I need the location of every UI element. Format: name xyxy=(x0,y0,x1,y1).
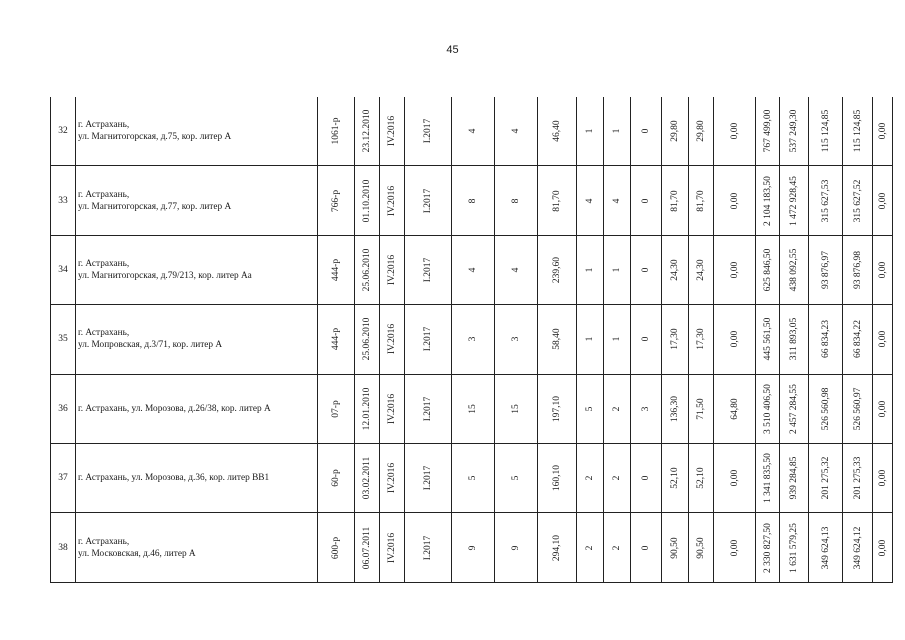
cell-value: 625 846,50 xyxy=(762,248,773,292)
data-cell xyxy=(756,443,780,512)
cell-value: 4 xyxy=(468,267,478,273)
cell-value: 939 284,85 xyxy=(789,456,799,500)
cell-value: 526 560,97 xyxy=(852,387,863,431)
cell-value: I.2017 xyxy=(423,257,433,283)
data-cell xyxy=(355,166,380,235)
data-cell xyxy=(843,305,873,374)
table-row xyxy=(51,166,893,235)
cell-value: 29,80 xyxy=(696,120,706,142)
housing-register-table xyxy=(50,97,893,583)
data-cell xyxy=(780,305,809,374)
data-cell xyxy=(780,97,809,166)
data-cell xyxy=(405,166,452,235)
data-cell xyxy=(604,374,631,443)
data-cell xyxy=(355,97,380,166)
data-cell xyxy=(538,235,577,304)
cell-value: 2 104 183,50 xyxy=(762,175,773,226)
cell-value: 8 xyxy=(511,198,521,203)
cell-value: 1 341 835,50 xyxy=(762,453,773,504)
data-cell xyxy=(756,374,780,443)
data-cell xyxy=(873,97,893,166)
data-cell xyxy=(495,513,538,582)
data-cell xyxy=(318,374,355,443)
data-cell xyxy=(714,443,756,512)
cell-value: 315 627,53 xyxy=(820,179,831,222)
row-number: 32 xyxy=(51,97,76,166)
address-line: г. Астрахань, ул. Морозова, д.26/38, кор. литер А xyxy=(78,403,271,414)
cell-value: 81,70 xyxy=(552,189,562,212)
data-cell xyxy=(714,97,756,166)
data-cell xyxy=(452,513,495,582)
data-cell xyxy=(380,166,405,235)
cell-value: 0,00 xyxy=(877,331,888,348)
cell-value: 25.06.2010 xyxy=(362,248,372,292)
cell-value: 136,30 xyxy=(670,395,680,422)
cell-value: 438 092,55 xyxy=(789,248,799,292)
cell-value: 0 xyxy=(641,336,651,342)
data-cell xyxy=(577,235,604,304)
cell-value: 0,00 xyxy=(729,122,740,140)
cell-value: 1061-р xyxy=(331,117,341,145)
data-cell xyxy=(405,513,452,582)
data-cell xyxy=(873,235,893,304)
data-cell xyxy=(843,513,873,582)
address-line: г. Астрахань, xyxy=(78,189,130,200)
data-cell xyxy=(405,443,452,512)
data-cell xyxy=(756,166,780,235)
cell-value: I.2017 xyxy=(423,188,433,213)
data-cell xyxy=(538,166,577,235)
address-cell xyxy=(76,166,318,235)
address-line: ул. Магнитогорская, д.75, кор. литер А xyxy=(78,132,232,143)
data-cell xyxy=(380,235,405,304)
data-cell xyxy=(809,305,843,374)
data-cell xyxy=(577,305,604,374)
cell-value: 1 472 928,45 xyxy=(789,175,799,226)
cell-value: 01.10.2010 xyxy=(362,179,372,222)
data-cell xyxy=(662,305,689,374)
data-cell xyxy=(405,374,452,443)
table-row xyxy=(51,374,893,443)
table-body xyxy=(51,97,893,582)
data-cell xyxy=(689,235,714,304)
data-cell xyxy=(577,374,604,443)
cell-value: 66 834,22 xyxy=(852,320,863,359)
data-cell xyxy=(689,166,714,235)
cell-value: 1 xyxy=(585,267,595,273)
cell-value: 4 xyxy=(511,267,521,273)
data-cell xyxy=(662,443,689,512)
address-line: ул. Мопровская, д.3/71, кор. литер А xyxy=(78,340,223,351)
data-cell xyxy=(631,97,662,166)
cell-value: 2 xyxy=(612,475,622,481)
cell-value: 2 xyxy=(585,545,595,550)
data-cell xyxy=(495,443,538,512)
data-cell xyxy=(780,443,809,512)
cell-value: 23.12.2010 xyxy=(362,109,372,153)
data-cell xyxy=(714,513,756,582)
data-cell xyxy=(452,97,495,166)
table-row xyxy=(51,97,893,166)
cell-value: 4 xyxy=(585,198,595,203)
data-cell xyxy=(714,235,756,304)
cell-value: 9 xyxy=(468,545,478,550)
address-cell xyxy=(76,374,318,443)
address-line: г. Астрахань, xyxy=(78,120,130,131)
data-cell xyxy=(380,97,405,166)
cell-value: 201 275,32 xyxy=(820,456,831,500)
cell-value: 115 124,85 xyxy=(852,109,863,153)
cell-value: 52,10 xyxy=(696,467,706,489)
cell-value: 349 624,13 xyxy=(820,526,831,569)
data-cell xyxy=(355,513,380,582)
data-cell xyxy=(873,166,893,235)
data-cell xyxy=(843,374,873,443)
cell-value: 93 876,98 xyxy=(852,250,863,289)
cell-value: 0,00 xyxy=(877,400,888,418)
cell-value: 349 624,12 xyxy=(852,526,863,569)
data-cell xyxy=(662,513,689,582)
cell-value: 767 499,00 xyxy=(762,109,773,153)
data-cell xyxy=(873,513,893,582)
cell-value: 9 xyxy=(511,545,521,550)
cell-value: 4 xyxy=(612,198,622,203)
data-cell xyxy=(380,443,405,512)
cell-value: 93 876,97 xyxy=(820,250,831,289)
cell-value: 0,00 xyxy=(877,192,888,209)
cell-value: 0 xyxy=(641,267,651,273)
cell-value: 0,00 xyxy=(877,539,888,556)
row-number: 34 xyxy=(51,235,76,304)
cell-value: 315 627,52 xyxy=(852,179,863,222)
data-cell xyxy=(538,305,577,374)
cell-value: I.2017 xyxy=(423,327,433,352)
cell-value: 766-р xyxy=(331,189,341,212)
cell-value: 445 561,50 xyxy=(762,317,773,361)
cell-value: 294,10 xyxy=(552,534,562,561)
address-cell xyxy=(76,235,318,304)
table-row xyxy=(51,235,893,304)
address-line: ул. Московская, д.46, литер А xyxy=(78,548,196,559)
cell-value: 2 457 284,55 xyxy=(789,383,799,434)
data-cell xyxy=(714,374,756,443)
cell-value: 0,00 xyxy=(729,192,740,209)
data-cell xyxy=(631,166,662,235)
data-cell xyxy=(495,235,538,304)
data-cell xyxy=(756,97,780,166)
cell-value: 1 xyxy=(585,128,595,134)
data-cell xyxy=(495,305,538,374)
cell-value: IV.2016 xyxy=(387,254,397,286)
data-cell xyxy=(809,166,843,235)
cell-value: 444-р xyxy=(331,328,341,351)
cell-value: 24,30 xyxy=(696,259,706,281)
cell-value: 03.02.2011 xyxy=(362,456,372,500)
data-cell xyxy=(318,443,355,512)
cell-value: 17,30 xyxy=(696,328,706,351)
cell-value: 17,30 xyxy=(670,328,680,351)
data-cell xyxy=(577,166,604,235)
cell-value: 3 xyxy=(641,406,651,412)
address-line: г. Астрахань, xyxy=(78,258,130,269)
cell-value: 58,40 xyxy=(552,328,562,351)
cell-value: I.2017 xyxy=(423,396,433,422)
cell-value: 15 xyxy=(468,404,478,414)
data-cell xyxy=(495,374,538,443)
table-row xyxy=(51,513,893,582)
cell-value: 3 510 406,50 xyxy=(762,383,773,434)
cell-value: 0 xyxy=(641,128,651,134)
row-number: 36 xyxy=(51,374,76,443)
data-cell xyxy=(318,166,355,235)
row-number: 35 xyxy=(51,305,76,374)
data-cell xyxy=(318,513,355,582)
data-cell xyxy=(452,305,495,374)
cell-value: 25.06.2010 xyxy=(362,317,372,361)
data-cell xyxy=(662,166,689,235)
data-cell xyxy=(405,235,452,304)
data-cell xyxy=(380,513,405,582)
data-cell xyxy=(843,443,873,512)
row-number: 38 xyxy=(51,513,76,582)
data-cell xyxy=(662,235,689,304)
data-cell xyxy=(843,235,873,304)
cell-value: 46,40 xyxy=(552,120,562,142)
data-cell xyxy=(380,305,405,374)
cell-value: 15 xyxy=(511,404,521,414)
data-cell xyxy=(756,305,780,374)
cell-value: 4 xyxy=(511,128,521,134)
cell-value: 0,00 xyxy=(877,469,888,487)
cell-value: 0 xyxy=(641,475,651,481)
cell-value: 2 xyxy=(612,406,622,412)
cell-value: 600-р xyxy=(331,536,341,559)
data-cell xyxy=(689,374,714,443)
cell-value: 06.07.2011 xyxy=(362,526,372,569)
data-cell xyxy=(809,235,843,304)
cell-value: 160,10 xyxy=(552,465,562,492)
cell-value: 1 xyxy=(612,336,622,342)
address-line: ул. Магнитогорская, д.77, кор. литер А xyxy=(78,201,232,212)
cell-value: 5 xyxy=(585,406,595,412)
data-cell xyxy=(780,374,809,443)
cell-value: 2 330 827,50 xyxy=(762,522,773,573)
data-cell xyxy=(604,305,631,374)
data-cell xyxy=(452,443,495,512)
data-cell xyxy=(631,305,662,374)
data-cell xyxy=(662,374,689,443)
data-cell xyxy=(604,235,631,304)
data-cell xyxy=(538,97,577,166)
address-cell xyxy=(76,305,318,374)
row-number: 33 xyxy=(51,166,76,235)
cell-value: 24,30 xyxy=(670,259,680,281)
data-cell xyxy=(355,443,380,512)
data-cell xyxy=(809,374,843,443)
address-line: г. Астрахань, ул. Морозова, д.36, кор. литер ВВ1 xyxy=(78,473,270,484)
cell-value: 1 xyxy=(585,336,595,342)
address-line: ул. Магнитогорская, д.79/213, кор. литер Аа xyxy=(78,270,252,281)
cell-value: 0,00 xyxy=(729,539,740,556)
data-cell xyxy=(604,166,631,235)
cell-value: 64,80 xyxy=(729,398,740,420)
address-line: г. Астрахань, xyxy=(78,536,130,547)
data-cell xyxy=(452,235,495,304)
page-number: 45 xyxy=(446,44,459,56)
cell-value: 60-р xyxy=(331,469,341,487)
cell-value: 239,60 xyxy=(552,256,562,284)
data-cell xyxy=(714,166,756,235)
row-number: 37 xyxy=(51,443,76,512)
data-cell xyxy=(809,443,843,512)
data-cell xyxy=(538,443,577,512)
cell-value: I.2017 xyxy=(423,118,433,144)
cell-value: 115 124,85 xyxy=(820,109,831,153)
data-cell xyxy=(355,235,380,304)
cell-value: IV.2016 xyxy=(387,393,397,424)
cell-value: 1 631 579,25 xyxy=(789,522,799,573)
cell-value: 66 834,23 xyxy=(820,320,831,359)
address-line: г. Астрахань, xyxy=(78,328,130,339)
cell-value: 1 xyxy=(612,128,622,134)
cell-value: 0 xyxy=(641,198,651,203)
data-cell xyxy=(355,374,380,443)
cell-value: 52,10 xyxy=(670,467,680,489)
data-cell xyxy=(604,513,631,582)
data-cell xyxy=(714,305,756,374)
cell-value: IV.2016 xyxy=(387,532,397,563)
data-cell xyxy=(631,235,662,304)
data-cell xyxy=(380,374,405,443)
data-cell xyxy=(495,166,538,235)
table-row xyxy=(51,305,893,374)
address-cell xyxy=(76,97,318,166)
cell-value: 81,70 xyxy=(696,189,706,212)
data-cell xyxy=(604,97,631,166)
cell-value: 201 275,33 xyxy=(852,456,863,500)
cell-value: 12.01.2010 xyxy=(362,387,372,431)
data-cell xyxy=(780,166,809,235)
data-cell xyxy=(631,443,662,512)
data-cell xyxy=(689,97,714,166)
data-cell xyxy=(662,97,689,166)
cell-value: 3 xyxy=(468,336,478,342)
cell-value: 0,00 xyxy=(729,331,740,348)
cell-value: 4 xyxy=(468,128,478,134)
address-cell xyxy=(76,443,318,512)
address-cell xyxy=(76,513,318,582)
data-cell xyxy=(631,513,662,582)
cell-value: 8 xyxy=(468,198,478,203)
cell-value: 07-р xyxy=(331,400,341,418)
data-cell xyxy=(355,305,380,374)
data-cell xyxy=(873,443,893,512)
data-cell xyxy=(538,374,577,443)
data-cell xyxy=(318,235,355,304)
data-cell xyxy=(689,443,714,512)
table-row xyxy=(51,443,893,512)
data-cell xyxy=(843,97,873,166)
data-cell xyxy=(780,513,809,582)
cell-value: 5 xyxy=(468,475,478,481)
data-cell xyxy=(756,235,780,304)
data-cell xyxy=(873,374,893,443)
data-cell xyxy=(577,443,604,512)
cell-value: IV.2016 xyxy=(387,116,397,147)
cell-value: 1 xyxy=(612,267,622,273)
cell-value: 71,50 xyxy=(696,398,706,420)
data-cell xyxy=(452,374,495,443)
cell-value: I.2017 xyxy=(423,535,433,560)
cell-value: 5 xyxy=(511,475,521,481)
cell-value: 81,70 xyxy=(670,189,680,212)
data-cell xyxy=(809,513,843,582)
data-cell xyxy=(452,166,495,235)
cell-value: 29,80 xyxy=(670,120,680,142)
data-cell xyxy=(780,235,809,304)
cell-value: 0,00 xyxy=(877,261,888,279)
cell-value: 0,00 xyxy=(877,122,888,140)
cell-value: 311 893,05 xyxy=(789,318,799,361)
cell-value: 0 xyxy=(641,545,651,550)
cell-value: IV.2016 xyxy=(387,463,397,494)
data-cell xyxy=(873,305,893,374)
cell-value: 0,00 xyxy=(729,261,740,279)
data-cell xyxy=(405,97,452,166)
data-cell xyxy=(631,374,662,443)
cell-value: 526 560,98 xyxy=(820,387,831,431)
data-cell xyxy=(577,513,604,582)
data-cell xyxy=(689,305,714,374)
cell-value: 3 xyxy=(511,336,521,342)
data-cell xyxy=(756,513,780,582)
data-cell xyxy=(538,513,577,582)
data-cell xyxy=(318,97,355,166)
cell-value: IV.2016 xyxy=(387,324,397,355)
cell-value: 197,10 xyxy=(552,395,562,422)
data-cell xyxy=(318,305,355,374)
cell-value: 90,50 xyxy=(670,536,680,559)
cell-value: I.2017 xyxy=(423,465,433,491)
cell-value: 444-р xyxy=(331,258,341,282)
cell-value: 90,50 xyxy=(696,536,706,559)
data-cell xyxy=(604,443,631,512)
data-cell xyxy=(405,305,452,374)
cell-value: 2 xyxy=(585,475,595,481)
cell-value: 0,00 xyxy=(729,469,740,487)
data-cell xyxy=(689,513,714,582)
data-cell xyxy=(809,97,843,166)
cell-value: IV.2016 xyxy=(387,185,397,216)
cell-value: 2 xyxy=(612,545,622,550)
cell-value: 537 249,30 xyxy=(789,109,799,153)
data-cell xyxy=(495,97,538,166)
data-cell xyxy=(577,97,604,166)
data-cell xyxy=(843,166,873,235)
